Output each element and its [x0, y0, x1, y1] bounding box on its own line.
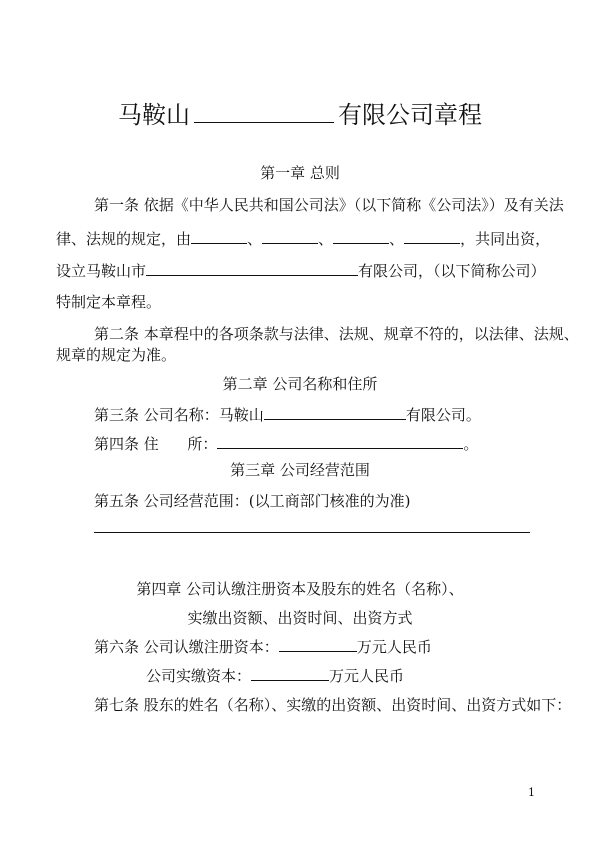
- article-2-line-1: [94, 325, 579, 343]
- article-3-text-1: 公司名称：马鞍山: [143, 406, 264, 424]
- article-1-line-4: 特制定本章程。: [56, 293, 162, 311]
- article-1-label: 第一条: [94, 196, 140, 214]
- article-1-text-2: 律、法规的规定，由: [56, 230, 192, 248]
- registered-capital-blank: [279, 637, 357, 652]
- article-7-label: 第七条: [94, 696, 140, 714]
- document-title: [0, 100, 600, 130]
- article-6-line-1: [94, 637, 432, 656]
- article-1-line-1: [94, 196, 564, 214]
- article-6-line-2: [146, 666, 404, 685]
- article-6-unit-2: 万元人民币: [329, 667, 405, 685]
- article-4-text-2: 。: [463, 435, 479, 453]
- chapter-1-heading: 第一章 总则: [260, 164, 340, 182]
- title-company-blank: [194, 100, 334, 123]
- article-2-label: 第二条: [94, 325, 140, 343]
- article-6-unit-1: 万元人民币: [356, 638, 432, 656]
- shareholder-blank-1: [191, 229, 247, 244]
- article-3-line: [94, 405, 481, 424]
- separator: 、: [247, 230, 263, 248]
- article-7-text: 股东的姓名（名称）、实缴的出资额、出资时间、出资方式如下：: [143, 696, 572, 714]
- chapter-4-heading-line-2: 实缴出资额、出资时间、出资方式: [187, 609, 413, 627]
- chapter-3-heading: 第三章 公司经营范围: [230, 461, 370, 479]
- separator: 、: [389, 230, 405, 248]
- shareholder-blank-3: [333, 229, 389, 244]
- separator: 、: [318, 230, 334, 248]
- page-number: 1: [528, 786, 535, 799]
- article-1-line-3: [56, 261, 546, 280]
- article-3-label: 第三条: [94, 406, 140, 424]
- article-4-label: 第四条: [94, 435, 140, 453]
- article-6-text-1: 公司认缴注册资本：: [143, 638, 279, 656]
- article-2-text-1: 本章程中的各项条款与法律、法规、规章不符的，以法律、法规、: [143, 325, 579, 343]
- article-5-text: 公司经营范围：(以工商部门核准的为准): [143, 492, 411, 510]
- article-6-text-2: 公司实缴资本：: [146, 667, 252, 685]
- article-5-line: [94, 492, 411, 510]
- article-1-line-2: [56, 229, 550, 248]
- article-2-line-2: 规章的规定为准。: [56, 346, 177, 364]
- article-5-label: 第五条: [94, 492, 140, 510]
- shareholder-blank-2: [262, 229, 318, 244]
- article-4-text-1: 住 所：: [143, 435, 218, 453]
- chapter-4-heading-line-1: 第四章 公司认缴注册资本及股东的姓名（名称）、: [136, 580, 464, 598]
- article-3-company-blank: [264, 405, 406, 420]
- article-1-text-3: ，共同出资，: [460, 230, 551, 248]
- title-suffix: 有限公司章程: [338, 101, 482, 129]
- article-3-text-2: 有限公司。: [405, 406, 481, 424]
- article-6-label: 第六条: [94, 638, 140, 656]
- shareholder-blank-4: [404, 229, 460, 244]
- article-1-text-1: 依据《中华人民共和国公司法》（以下简称《公司法》）及有关法: [143, 196, 564, 214]
- address-blank: [217, 434, 463, 449]
- article-7-line: [94, 696, 571, 714]
- business-scope-blank-line: [94, 532, 530, 533]
- title-prefix: 马鞍山: [118, 101, 190, 129]
- article-1-text-5: 有限公司，（以下简称公司）: [358, 262, 546, 280]
- article-4-line: [94, 434, 478, 453]
- company-name-blank: [146, 261, 358, 276]
- paid-capital-blank: [251, 666, 329, 681]
- article-1-text-4: 设立马鞍山市: [56, 262, 147, 280]
- chapter-2-heading: 第二章 公司名称和住所: [222, 375, 378, 393]
